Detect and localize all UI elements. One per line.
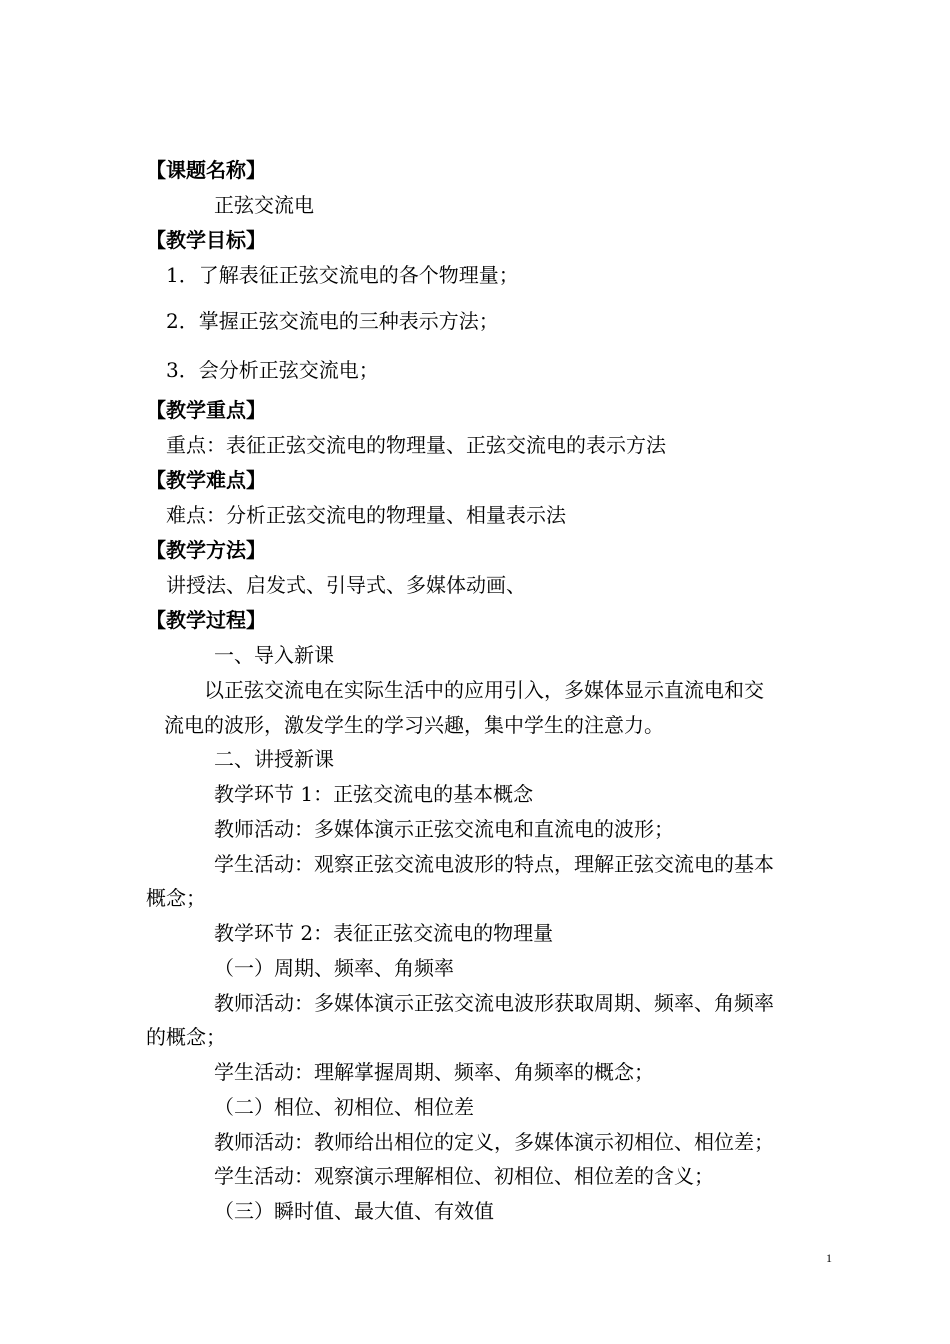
sub2-title: （二）相位、初相位、相位差	[214, 1095, 474, 1119]
step1-student-activity-line-2: 概念；	[146, 886, 206, 910]
step1-teacher-activity: 教师活动：多媒体演示正弦交流电和直流电的波形；	[214, 817, 674, 841]
methods-heading: 【教学方法】	[146, 538, 266, 562]
intro-paragraph-line-2: 流电的波形，激发学生的学习兴趣，集中学生的注意力。	[164, 713, 664, 737]
goals-heading: 【教学目标】	[146, 228, 266, 252]
difficulty-text: 难点：分析正弦交流电的物理量、相量表示法	[166, 503, 566, 527]
sub1-teacher-activity-line-1: 教师活动：多媒体演示正弦交流电波形获取周期、频率、角频率	[214, 991, 774, 1015]
lecture-title: 二、讲授新课	[214, 747, 334, 771]
intro-paragraph-line-1: 以正弦交流电在实际生活中的应用引入，多媒体显示直流电和交	[204, 678, 764, 702]
topic-heading: 【课题名称】	[146, 158, 266, 182]
methods-text: 讲授法、启发式、引导式、多媒体动画、	[166, 573, 526, 597]
difficulty-heading: 【教学难点】	[146, 468, 266, 492]
page-number: 1	[826, 1251, 832, 1265]
sub2-teacher-activity: 教师活动：教师给出相位的定义，多媒体演示初相位、相位差；	[214, 1130, 774, 1154]
keypoint-heading: 【教学重点】	[146, 398, 266, 422]
step2-title: 教学环节 2：表征正弦交流电的物理量	[214, 921, 554, 945]
goal-item-3: 3．会分析正弦交流电；	[166, 358, 379, 382]
intro-title: 一、导入新课	[214, 643, 334, 667]
process-heading: 【教学过程】	[146, 608, 266, 632]
goal-item-1: 1．了解表征正弦交流电的各个物理量；	[166, 263, 519, 287]
goal-item-2: 2．掌握正弦交流电的三种表示方法；	[166, 309, 499, 333]
sub1-title: （一）周期、频率、角频率	[214, 956, 454, 980]
topic-text: 正弦交流电	[214, 193, 314, 217]
sub3-title: （三）瞬时值、最大值、有效值	[214, 1199, 494, 1223]
keypoint-text: 重点：表征正弦交流电的物理量、正弦交流电的表示方法	[166, 433, 666, 457]
sub2-student-activity: 学生活动：观察演示理解相位、初相位、相位差的含义；	[214, 1164, 714, 1188]
sub1-student-activity: 学生活动：理解掌握周期、频率、角频率的概念；	[214, 1060, 654, 1084]
step1-student-activity-line-1: 学生活动：观察正弦交流电波形的特点，理解正弦交流电的基本	[214, 852, 774, 876]
sub1-teacher-activity-line-2: 的概念；	[146, 1025, 226, 1049]
step1-title: 教学环节 1：正弦交流电的基本概念	[214, 782, 534, 806]
